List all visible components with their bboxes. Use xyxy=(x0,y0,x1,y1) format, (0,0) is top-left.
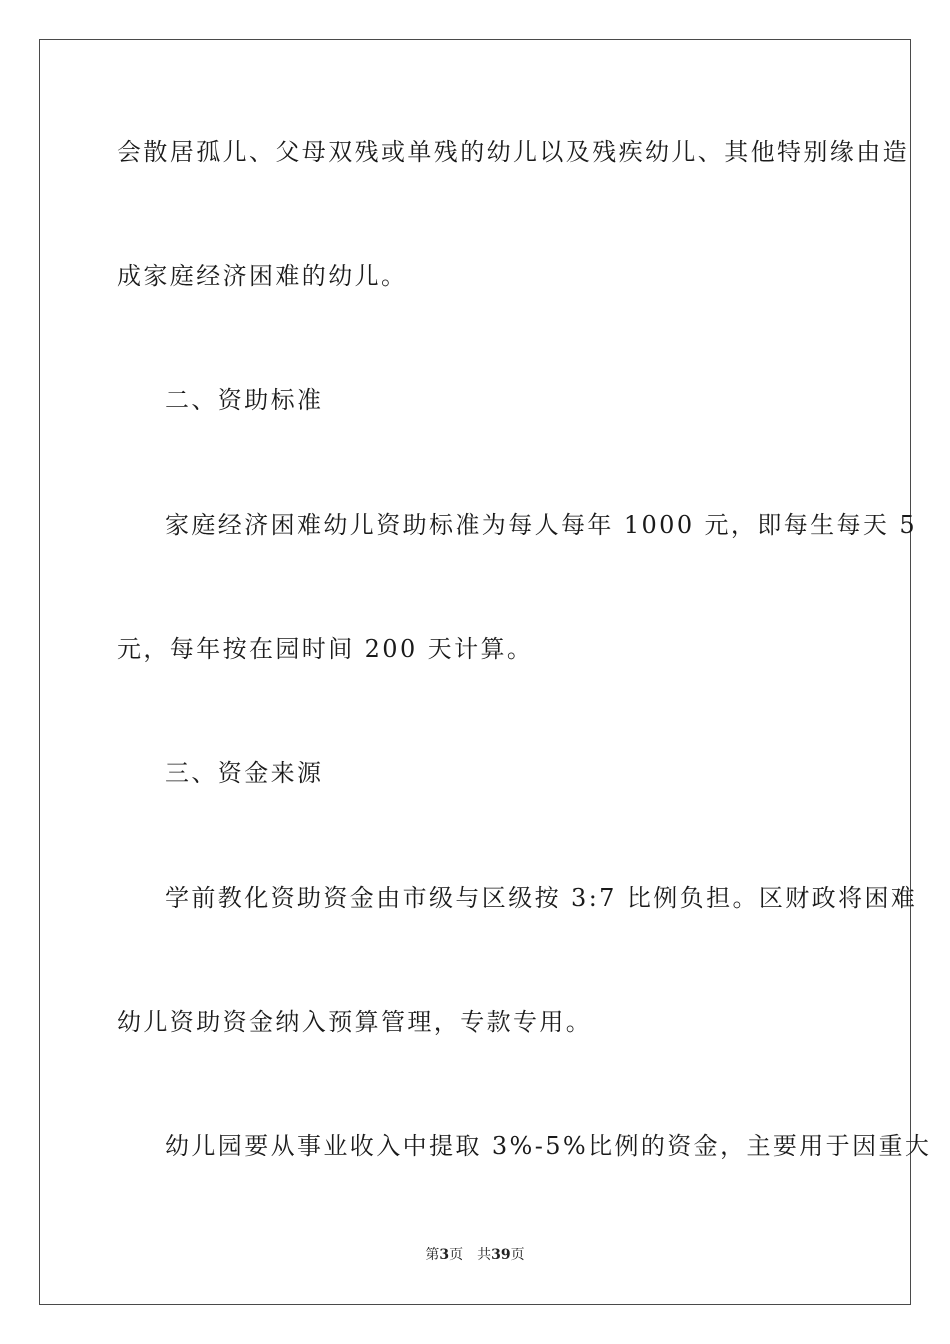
body-text-line: 幼儿园要从事业收入中提取 3%-5%比例的资金，主要用于因重大 xyxy=(165,1132,932,1160)
body-text-line: 会散居孤儿、父母双残或单残的幼儿以及残疾幼儿、其他特别缘由造 xyxy=(117,138,909,166)
total-suffix: 页 xyxy=(510,1247,525,1263)
body-text-line: 元，每年按在园时间 200 天计算。 xyxy=(117,635,534,663)
body-text-line: 成家庭经济困难的幼儿。 xyxy=(117,262,408,290)
page-suffix: 页 xyxy=(449,1247,464,1263)
page-prefix: 第 xyxy=(425,1247,440,1263)
page-footer xyxy=(0,1245,950,1265)
current-page-number: 3 xyxy=(439,1247,450,1263)
body-text-line: 幼儿资助资金纳入预算管理，专款专用。 xyxy=(117,1008,593,1036)
section-heading: 三、资金来源 xyxy=(165,759,324,787)
page-border xyxy=(39,39,911,1305)
body-text-line: 学前教化资助资金由市级与区级按 3:7 比例负担。区财政将困难 xyxy=(165,884,918,912)
total-page-count: 39 xyxy=(491,1247,511,1263)
total-prefix: 共 xyxy=(477,1247,492,1263)
section-heading: 二、资助标准 xyxy=(165,386,324,414)
body-text-line: 家庭经济困难幼儿资助标准为每人每年 1000 元，即每生每天 5 xyxy=(165,511,918,539)
